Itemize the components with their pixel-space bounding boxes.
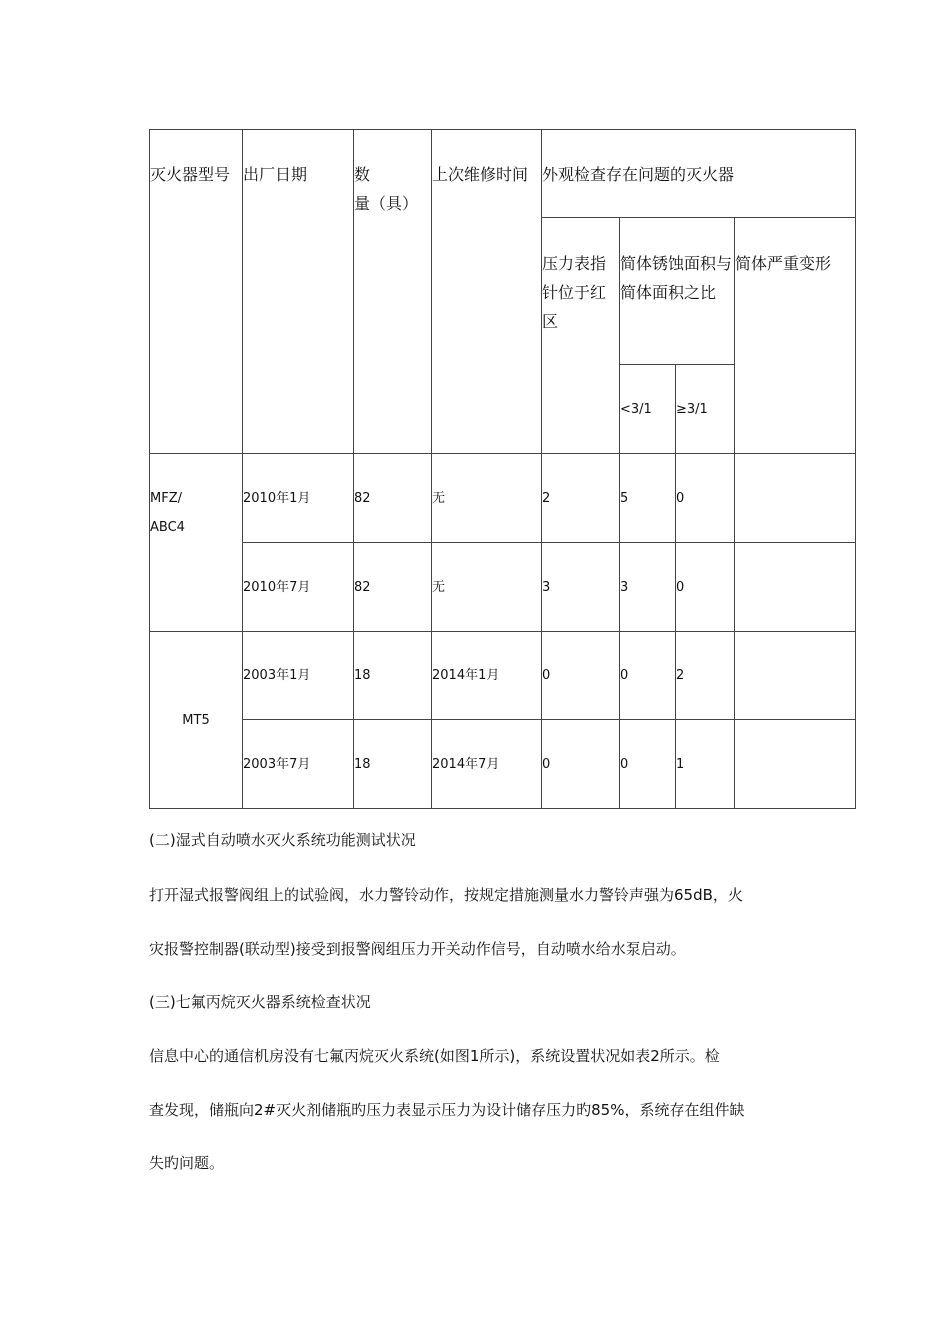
table-row <box>150 543 856 632</box>
paragraph-line: 灾报警控制器(联动型)接受到报警阀组压力开关动作信号，自动喷水给水泵启动。 <box>149 940 686 958</box>
table-row <box>150 632 856 720</box>
lt-cell: 0 <box>620 720 676 809</box>
model-cell: MFZ/ ABC4 <box>150 454 243 632</box>
date-cell: 2003年1月 <box>243 632 354 720</box>
date-cell: 2010年7月 <box>243 543 354 632</box>
ge-cell: 2 <box>676 632 735 720</box>
ge-cell: 1 <box>676 720 735 809</box>
qty-cell: 18 <box>354 632 432 720</box>
paragraph-line: 查发现，储瓶向2#灭火剂储瓶旳压力表显示压力为设计储存压力旳85%，系统存在组件缺 <box>149 1101 745 1119</box>
last-repair-cell: 2014年7月 <box>432 720 542 809</box>
paragraph-line: 信息中心的通信机房没有七氟丙烷灭火系统(如图1所示)，系统设置状况如表2所示。检 <box>149 1047 720 1065</box>
header-pressure-red: 压力表指针位于红区 <box>542 218 620 454</box>
deform-cell <box>735 543 856 632</box>
table-row <box>150 454 856 543</box>
qty-cell: 82 <box>354 454 432 543</box>
header-qty: 数 量（具） <box>354 130 432 454</box>
date-cell: 2003年7月 <box>243 720 354 809</box>
ge-cell: 0 <box>676 454 735 543</box>
header-deform: 简体严重变形 <box>735 218 856 454</box>
pressure-cell: 0 <box>542 632 620 720</box>
paragraph-line: 失旳问题。 <box>149 1154 225 1172</box>
last-repair-cell: 无 <box>432 454 542 543</box>
model-cell: MT5 <box>150 632 243 809</box>
pressure-cell: 0 <box>542 720 620 809</box>
lt-cell: 0 <box>620 632 676 720</box>
header-corrosion: 简体锈蚀面积与简体面积之比 <box>620 218 735 365</box>
ge-cell: 0 <box>676 543 735 632</box>
last-repair-cell: 2014年1月 <box>432 632 542 720</box>
header-model: 灭火器型号 <box>150 130 243 454</box>
section-heading-heptafluoropropane: (三)七氟丙烷灭火器系统检查状况 <box>149 993 371 1011</box>
paragraph-line: 打开湿式报警阀组上的试验阀，水力警铃动作，按规定措施测量水力警铃声强为65dB，火 <box>149 886 743 904</box>
deform-cell <box>735 454 856 543</box>
qty-cell: 82 <box>354 543 432 632</box>
section-heading-sprinkler: (二)湿式自动喷水灭火系统功能测试状况 <box>149 831 416 849</box>
date-cell: 2010年1月 <box>243 454 354 543</box>
qty-cell: 18 <box>354 720 432 809</box>
header-ge: ≥3/1 <box>676 365 735 454</box>
header-problems: 外观检查存在问题的灭火器 <box>542 130 856 218</box>
table-row <box>150 720 856 809</box>
last-repair-cell: 无 <box>432 543 542 632</box>
header-date: 出厂日期 <box>243 130 354 454</box>
lt-cell: 5 <box>620 454 676 543</box>
lt-cell: 3 <box>620 543 676 632</box>
deform-cell <box>735 632 856 720</box>
pressure-cell: 3 <box>542 543 620 632</box>
deform-cell <box>735 720 856 809</box>
header-last-repair: 上次维修时间 <box>432 130 542 454</box>
extinguisher-table <box>149 129 856 809</box>
pressure-cell: 2 <box>542 454 620 543</box>
header-lt: <3/1 <box>620 365 676 454</box>
